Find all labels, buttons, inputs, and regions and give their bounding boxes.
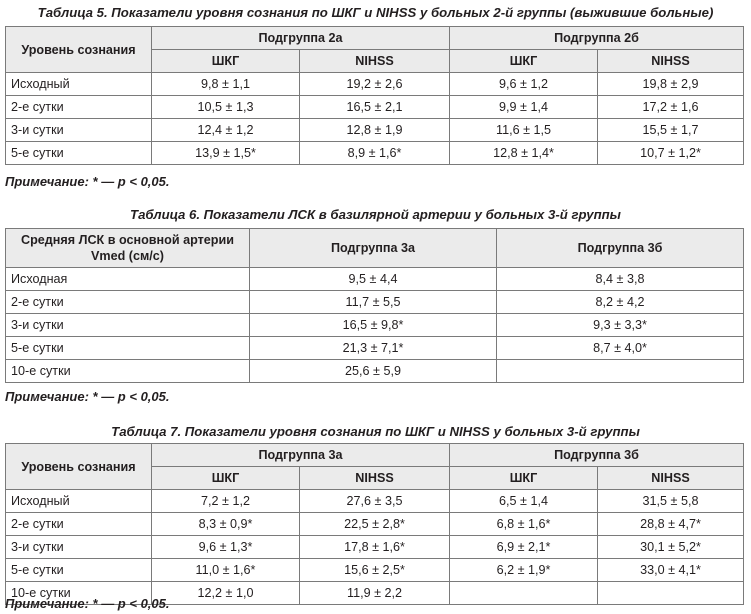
cell-value: 6,2 ± 1,9* — [450, 559, 598, 582]
cell-value: 16,5 ± 9,8* — [250, 314, 497, 337]
cell-value: 17,2 ± 1,6 — [598, 96, 744, 119]
cell-value — [450, 582, 598, 605]
table5-header-row — [6, 27, 744, 50]
cell-value: 8,3 ± 0,9* — [152, 513, 300, 536]
cell-value: 9,8 ± 1,1 — [152, 73, 300, 96]
table7-sub-header: NIHSS — [598, 467, 744, 490]
table-row — [6, 360, 744, 383]
row-label: 5-е сутки — [6, 337, 250, 360]
table5-caption: Таблица 5. Показатели уровня сознания по ШКГ и NIHSS у больных 2-й группы (выжившие больные) — [37, 5, 714, 20]
table-row — [6, 73, 744, 96]
cell-value: 11,7 ± 5,5 — [250, 291, 497, 314]
cell-value: 28,8 ± 4,7* — [598, 513, 744, 536]
cell-value: 21,3 ± 7,1* — [250, 337, 497, 360]
cell-value: 9,6 ± 1,2 — [450, 73, 598, 96]
table6-row-header: Средняя ЛСК в основной артерии Vmed (см/с) — [6, 229, 250, 268]
row-label: 2-е сутки — [6, 291, 250, 314]
cell-value: 8,9 ± 1,6* — [300, 142, 450, 165]
cell-value: 31,5 ± 5,8 — [598, 490, 744, 513]
table-row — [6, 142, 744, 165]
cell-value: 9,6 ± 1,3* — [152, 536, 300, 559]
table-row — [6, 119, 744, 142]
table-row — [6, 314, 744, 337]
table7-sub-header: ШКГ — [450, 467, 598, 490]
cell-value: 33,0 ± 4,1* — [598, 559, 744, 582]
cell-value — [598, 582, 744, 605]
cell-value: 11,0 ± 1,6* — [152, 559, 300, 582]
row-label: 10-е сутки — [6, 360, 250, 383]
table6-header-row — [6, 229, 744, 268]
table-row — [6, 96, 744, 119]
table-row — [6, 559, 744, 582]
table6-group-a-header: Подгруппа 3а — [250, 229, 497, 268]
table5-row-header: Уровень сознания — [6, 27, 152, 73]
cell-value: 17,8 ± 1,6* — [300, 536, 450, 559]
table6-caption: Таблица 6. Показатели ЛСК в базилярной артерии у больных 3-й группы — [130, 207, 621, 222]
cell-value: 10,7 ± 1,2* — [598, 142, 744, 165]
cell-value — [497, 360, 744, 383]
cell-value: 11,6 ± 1,5 — [450, 119, 598, 142]
cell-value: 25,6 ± 5,9 — [250, 360, 497, 383]
table5 — [5, 26, 744, 165]
row-label: 10-е сутки — [6, 582, 152, 605]
row-label: 2-е сутки — [6, 96, 152, 119]
table7-caption: Таблица 7. Показатели уровня сознания по ШКГ и NIHSS у больных 3-й группы — [111, 424, 640, 439]
table6-group-b-header: Подгруппа 3б — [497, 229, 744, 268]
cell-value: 9,3 ± 3,3* — [497, 314, 744, 337]
cell-value: 19,2 ± 2,6 — [300, 73, 450, 96]
cell-value: 16,5 ± 2,1 — [300, 96, 450, 119]
table7 — [5, 443, 744, 605]
row-label: 3-и сутки — [6, 119, 152, 142]
cell-value: 7,2 ± 1,2 — [152, 490, 300, 513]
cell-value: 9,9 ± 1,4 — [450, 96, 598, 119]
cell-value: 6,5 ± 1,4 — [450, 490, 598, 513]
cell-value: 15,6 ± 2,5* — [300, 559, 450, 582]
cell-value: 6,9 ± 2,1* — [450, 536, 598, 559]
table5-group-b-header: Подгруппа 2б — [450, 27, 744, 50]
table7-row-header: Уровень сознания — [6, 444, 152, 490]
table-row — [6, 513, 744, 536]
cell-value: 11,9 ± 2,2 — [300, 582, 450, 605]
cell-value: 12,8 ± 1,4* — [450, 142, 598, 165]
table-row — [6, 490, 744, 513]
table5-sub-header: NIHSS — [598, 50, 744, 73]
table-row — [6, 291, 744, 314]
table6 — [5, 228, 744, 383]
table6-note: Примечание: * — р < 0,05. — [5, 389, 170, 404]
cell-value: 15,5 ± 1,7 — [598, 119, 744, 142]
cell-value: 8,2 ± 4,2 — [497, 291, 744, 314]
table7-group-a-header: Подгруппа 3а — [152, 444, 450, 467]
table7-sub-header: ШКГ — [152, 467, 300, 490]
table-row — [6, 337, 744, 360]
cell-value: 12,2 ± 1,0 — [152, 582, 300, 605]
table5-sub-header: NIHSS — [300, 50, 450, 73]
row-label: 3-и сутки — [6, 314, 250, 337]
cell-value: 8,7 ± 4,0* — [497, 337, 744, 360]
table7-note: Примечание: * — р < 0,05. — [5, 596, 170, 611]
cell-value: 9,5 ± 4,4 — [250, 268, 497, 291]
cell-value: 10,5 ± 1,3 — [152, 96, 300, 119]
table-row — [6, 536, 744, 559]
cell-value: 12,4 ± 1,2 — [152, 119, 300, 142]
table-row — [6, 268, 744, 291]
table5-sub-header: ШКГ — [152, 50, 300, 73]
cell-value: 19,8 ± 2,9 — [598, 73, 744, 96]
cell-value: 8,4 ± 3,8 — [497, 268, 744, 291]
row-label: 5-е сутки — [6, 142, 152, 165]
cell-value: 30,1 ± 5,2* — [598, 536, 744, 559]
table5-note: Примечание: * — р < 0,05. — [5, 174, 170, 189]
cell-value: 13,9 ± 1,5* — [152, 142, 300, 165]
row-label: Исходный — [6, 73, 152, 96]
cell-value: 22,5 ± 2,8* — [300, 513, 450, 536]
cell-value: 27,6 ± 3,5 — [300, 490, 450, 513]
row-label: 2-е сутки — [6, 513, 152, 536]
cell-value: 6,8 ± 1,6* — [450, 513, 598, 536]
cell-value: 12,8 ± 1,9 — [300, 119, 450, 142]
row-label: Исходный — [6, 490, 152, 513]
table5-group-a-header: Подгруппа 2а — [152, 27, 450, 50]
table7-group-b-header: Подгруппа 3б — [450, 444, 744, 467]
table7-sub-header: NIHSS — [300, 467, 450, 490]
table5-sub-header: ШКГ — [450, 50, 598, 73]
row-label: Исходная — [6, 268, 250, 291]
row-label: 3-и сутки — [6, 536, 152, 559]
row-label: 5-е сутки — [6, 559, 152, 582]
table7-header-row — [6, 444, 744, 467]
